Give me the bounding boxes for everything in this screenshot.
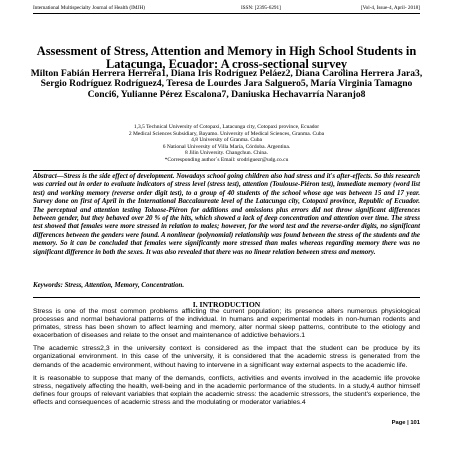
keywords: Keywords: Stress, Attention, Memory, Concentration. xyxy=(33,282,185,289)
affiliation-line: 8 Jilin University. Changchun. China. xyxy=(185,150,268,156)
paragraph: The academic stress2,3 in the university context is considered as the impact that the student can be produce by its organizational environment. In this case of the university, it is considered that the academic stress is generated from the demands of the academic environment, without having to intervene in a significant way external aspects to the academic life. xyxy=(33,345,420,369)
paper-title: Assessment of Stress, Attention and Memory in High School Students in Latacunga, Ecuador: A cross-sectional survey xyxy=(36,44,417,72)
affiliations xyxy=(40,124,413,163)
affiliation-line: 1,3,5 Technical University of Cotopaxi, Latacunga city, Cotopaxi province, Ecuador xyxy=(133,124,320,130)
affiliation-line: 4,8 University of Granma. Cuba xyxy=(191,137,262,143)
section-heading: I. INTRODUCTION xyxy=(33,297,420,309)
corresponding-author: *Corresponding author´s Email: srodriguezr@udg.co.cu xyxy=(164,156,289,163)
author-list: Milton Fabián Herrera Herrera1, Diana Iris Rodríguez Peláez2, Diana Carolina Herrera Jara3, Sergio Rodríguez Rodríguez4, Teresa de Lourdes Jara Salguero5, María Virginia Tamagno Conci6, Yulianne Pérez Escalona7, Daniuska Hechavarría Naranjo8 xyxy=(30,68,423,100)
volume-issue: [Vol-4, Issue-4, April- 2018] xyxy=(360,5,420,11)
paragraph: Stress is one of the most common problems afflicting the current population; its presence alters numerous physiological processes and normal behavioral patterns of the individual. In humans and experimental models in non-human rodents and primates, stress has been shown to affect learning and memory, alter normal sleep patterns, contribute to the etiology and exacerbation of diseases and relate to the onset and maintenance of addictive behaviors.1 xyxy=(33,308,420,340)
abstract: Abstract—Stress is the side effect of development. Nowadays school going children also had stress and it's after-effects. So this research was carried out in order to evaluate indicators of stress level (stress test), attention (Toulouse-Piéron test), immediate memory (word list test) and working memory (reverse order digit test), to a group of 40 students of the school whose age was between 15 and 17 year. Survey done on first of April in the International Baccalaureate level of the Latacunga city, Cotopaxi province, Republic of Ecuador. The perceptual and attention testing Toluose-Piéron for additions and omissions plus errors did not throw significant differences between gender, but they behaved over 20 % of the hits, which showed a lack of deep concentration and attention over time. The stress test showed that females were more stressed in relation to males; however, for the word test and the reverse-order digits, no significant differences between the genders were found. A nonlinear (polynomial) relationship was found between the stress of the students and the memory. So it can be concluded that females were significantly more stressed than males whereas regarding memory there was no significant difference in both the sexes. It was also revealed that there was no linear relation between stress and memory. xyxy=(33,170,420,257)
page-number: Page | 101 xyxy=(391,420,420,426)
issn: ISSN: [2395-6291] xyxy=(240,5,281,11)
body-text xyxy=(33,308,420,412)
affiliation-line: 2 Medical Sciences Subsidiary, Bayamo. University of Medical Sciences, Granma. Cuba xyxy=(128,130,325,137)
paragraph: It is reasonable to suppose that many of the demands, conflicts, activities and events involved in the academic life provoke stress, negatively affecting the health, well-being and in the academic performance of the students. In a study,4 author himself defines four groups of relevant variables that explain the academic stress: the academic stressors, the student's experience, the effects and consequences of academic stress and the modulating or moderator variables.4 xyxy=(33,374,420,406)
affiliation-line: 6 National University of Villa María, Córdoba. Argentina. xyxy=(162,143,291,150)
running-header xyxy=(33,5,420,14)
journal-name: International Multispecialty Journal of Health (IMJH) xyxy=(33,5,145,11)
